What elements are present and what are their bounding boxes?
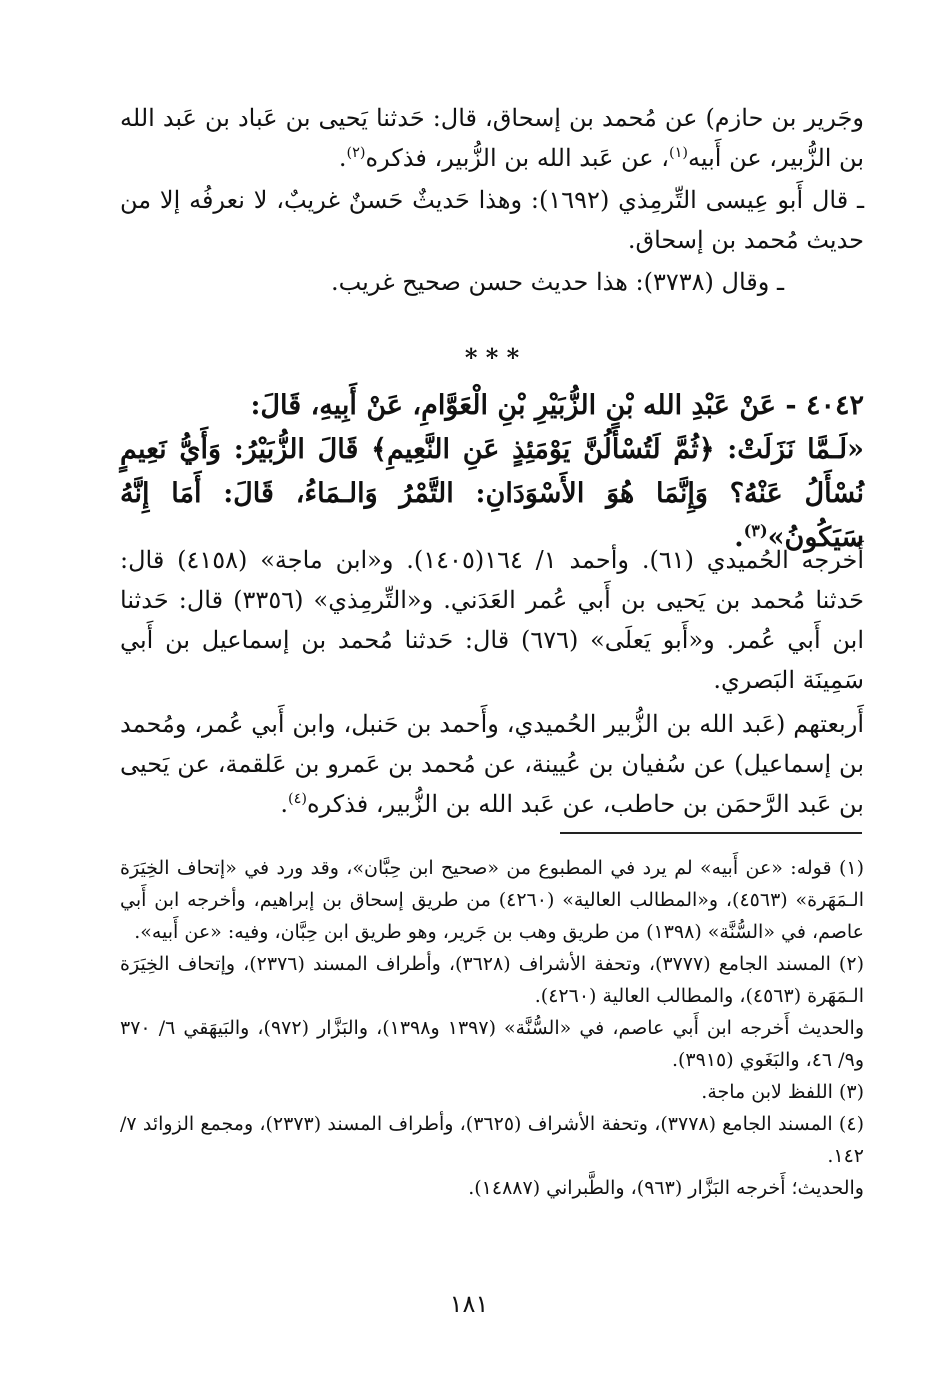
footnotes — [120, 852, 864, 1204]
footnote-separator — [560, 832, 862, 834]
footnote-ref: (١) — [669, 145, 688, 161]
footnote-ref: (٣) — [743, 521, 768, 540]
footnote-3: (٣) اللفظ لابن ماجة. — [701, 1081, 864, 1103]
footnote-2: (٢) المسند الجامع (٣٧٧٧)، وتحفة الأشراف (٣٦٢٨)، وأطراف المسند (٢٣٧٦)، وإتحاف الخِيَرَة الـمَهَرة (٤٥٦٣)، والمطالب العالية (٤٢٦٠). — [120, 953, 864, 1007]
hadith-heading: ٤٠٤٢ - عَنْ عَبْدِ الله بْنِ الزُّبَيْرِ بْنِ الْعَوَّامِ، عَنْ أَبِيهِ، قَالَ: — [250, 390, 864, 421]
footnote-1: (١) قوله: «عن أَبيه» لم يرد في المطبوع من «صحيح ابن حِبَّان»، وقد ورد في «إتحاف الخِيَرَة الـمَهَرة» (٤٥٦٣)، و«المطالب العالية» (٤٢٦٠) من طريق إسحاق بن إبراهيم، وأخرجه ابن أَبي عاصم، في «السُّنَّة» (١٣٩٨) من طريق وهب بن جَرير، وهو طريق ابن حِبَّان، وفيه: «عن أَبيه». — [120, 857, 864, 943]
section-separator-stars: * * * — [464, 343, 520, 372]
footnote-ref: (٢) — [346, 145, 366, 161]
takhrij-block — [120, 540, 864, 824]
hadith-text: «لَـمَّا نَزَلَتْ: ﴿ثُمَّ لَتُسْأَلُنَّ يَوْمَئِذٍ عَنِ النَّعِيمِ﴾ قَالَ الزُّبَيْرُ: وَأَيُّ نَعِيمٍ نُسْأَلُ عَنْهُ؟ وَإِنَّمَا هُوَ الأَسْوَدَانِ: التَّمْرُ وَالـمَاءُ، قَالَ: أَمَا إِنَّهُ سَيَكُونُ»$^{(٣)}$. — [120, 434, 864, 553]
footnote-4: (٤) المسند الجامع (٣٧٧٨)، وتحفة الأشراف (٣٦٢٥)، وأطراف المسند (٢٣٧٣)، ومجمع الزوائد ٧/ ١٤٢. — [120, 1113, 864, 1167]
tirmidhi-comment-2: ـ وقال (٣٧٣٨): هذا حديث حسن صحيح غريب. — [330, 268, 784, 296]
continuation-block — [120, 98, 864, 302]
footnote-2-continued: والحديث أَخرجه ابن أَبي عاصم، في «السُّنَّة» (١٣٩٧ و١٣٩٨)، والبَزَّار (٩٧٢)، والبَيهَقي ٦/ ٣٧٠ و٩/ ٤٦، والبَغَوي (٣٩١٥). — [120, 1017, 864, 1071]
continuation-paragraph: وجَرير بن حازم) عن مُحمد بن إسحاق، قال: حَدثنا يَحيى بن عَباد بن عَبد الله بن الزُّبير، عن أَبيه$^{(١)}$، عن عَبد الله بن الزُّبير، فذكره$^{(٢)}$. — [120, 104, 864, 172]
takhrij-paragraph-2: أَربعتهم (عَبد الله بن الزُّبير الحُميدي، وأَحمد بن حَنبل، وابن أَبي عُمر، ومُحمد بن إسماعيل) عن سُفيان بن عُيينة، عن مُحمد بن عَمرو بن عَلقمة، عن يَحيى بن عَبد الرَّحمَن بن حاطب، عن عَبد الله بن الزُّبير، فذكره$^{(٤)}$. — [120, 710, 864, 818]
hadith-block — [120, 384, 864, 560]
takhrij-paragraph: أَخرجه الحُميدي (٦١). وأحمد ١/ ١٦٤(١٤٠٥). و«ابن ماجة» (٤١٥٨) قال: حَدثنا مُحمد بن يَحيى بن أَبي عُمر العَدَني. و«التِّرمِذي» (٣٣٥٦) قال: حَدثنا ابن أَبي عُمر. و«أَبو يَعلَى» (٦٧٦) قال: حَدثنا مُحمد بن إسماعيل بن أَبي سَمِينَة البَصري. — [120, 546, 865, 694]
page-number: ١٨١ — [449, 1290, 489, 1318]
footnote-4-continued: والحديث؛ أَخرجه البَزَّار (٩٦٣)، والطَّبراني (١٤٨٨٧). — [468, 1177, 864, 1199]
footnote-ref: (٤) — [287, 791, 307, 807]
tirmidhi-comment: ـ قال أَبو عِيسى التِّرمِذي (١٦٩٢): وهذا حَديثٌ حَسنٌ غريبٌ، لا نعرفُه إلا من حديث مُحمد بن إسحاق. — [120, 186, 864, 254]
